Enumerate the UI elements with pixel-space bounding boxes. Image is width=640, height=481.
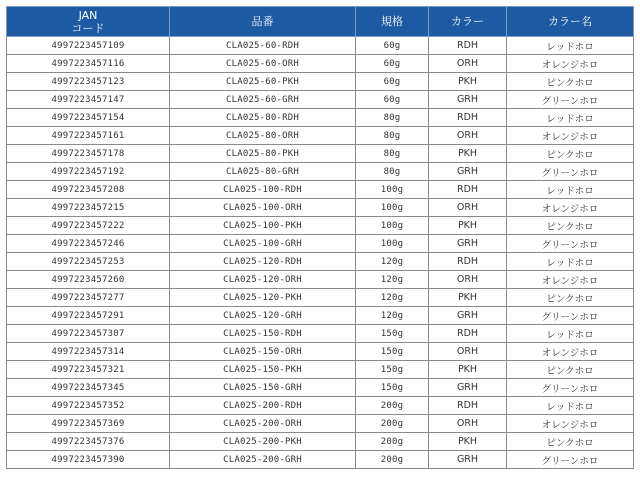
table-row [7,325,634,343]
product-table [6,6,634,469]
cell-color-name: オレンジホロ [507,343,634,361]
cell-jan-code: 4997223457321 [7,361,170,379]
cell-product-number: CLA025-120-ORH [170,271,356,289]
table-row [7,379,634,397]
cell-spec: 120g [356,307,429,325]
cell-product-number: CLA025-60-ORH [170,55,356,73]
table-row [7,289,634,307]
header-jan-line2: コード [71,21,105,35]
cell-jan-code: 4997223457109 [7,37,170,55]
cell-product-number: CLA025-150-PKH [170,361,356,379]
cell-jan-code: 4997223457291 [7,307,170,325]
cell-color: ORH [429,271,507,289]
cell-product-number: CLA025-200-GRH [170,451,356,469]
cell-spec: 100g [356,181,429,199]
cell-product-number: CLA025-100-GRH [170,235,356,253]
cell-color-name: ピンクホロ [507,73,634,91]
cell-color-name: ピンクホロ [507,217,634,235]
cell-product-number: CLA025-150-GRH [170,379,356,397]
cell-product-number: CLA025-100-ORH [170,199,356,217]
cell-color: PKH [429,73,507,91]
cell-color: PKH [429,217,507,235]
cell-color-name: グリーンホロ [507,235,634,253]
header-color: カラー [429,7,507,37]
cell-spec: 80g [356,145,429,163]
cell-color: ORH [429,55,507,73]
cell-color: GRH [429,163,507,181]
cell-product-number: CLA025-60-GRH [170,91,356,109]
cell-color: ORH [429,415,507,433]
cell-spec: 80g [356,109,429,127]
cell-product-number: CLA025-120-RDH [170,253,356,271]
table-row [7,199,634,217]
cell-jan-code: 4997223457369 [7,415,170,433]
cell-color-name: ピンクホロ [507,289,634,307]
cell-spec: 120g [356,271,429,289]
cell-spec: 150g [356,343,429,361]
cell-jan-code: 4997223457345 [7,379,170,397]
cell-spec: 200g [356,433,429,451]
cell-product-number: CLA025-80-ORH [170,127,356,145]
cell-color-name: レッドホロ [507,325,634,343]
cell-spec: 120g [356,253,429,271]
cell-jan-code: 4997223457352 [7,397,170,415]
cell-spec: 120g [356,289,429,307]
cell-jan-code: 4997223457208 [7,181,170,199]
cell-color-name: グリーンホロ [507,91,634,109]
cell-jan-code: 4997223457147 [7,91,170,109]
cell-spec: 150g [356,325,429,343]
cell-color-name: レッドホロ [507,37,634,55]
cell-spec: 100g [356,217,429,235]
cell-product-number: CLA025-80-PKH [170,145,356,163]
cell-product-number: CLA025-100-PKH [170,217,356,235]
cell-color-name: レッドホロ [507,397,634,415]
cell-jan-code: 4997223457277 [7,289,170,307]
cell-color-name: ピンクホロ [507,145,634,163]
table-header [7,7,634,37]
cell-jan-code: 4997223457222 [7,217,170,235]
cell-spec: 60g [356,55,429,73]
cell-color-name: ピンクホロ [507,361,634,379]
cell-jan-code: 4997223457123 [7,73,170,91]
cell-jan-code: 4997223457246 [7,235,170,253]
table-row [7,451,634,469]
cell-color-name: レッドホロ [507,253,634,271]
cell-color: GRH [429,451,507,469]
cell-spec: 100g [356,199,429,217]
cell-spec: 60g [356,73,429,91]
table-row [7,73,634,91]
cell-color: PKH [429,289,507,307]
cell-product-number: CLA025-120-GRH [170,307,356,325]
cell-product-number: CLA025-80-GRH [170,163,356,181]
table-row [7,415,634,433]
cell-product-number: CLA025-100-RDH [170,181,356,199]
cell-spec: 80g [356,163,429,181]
cell-color: RDH [429,325,507,343]
table-body [7,37,634,469]
cell-spec: 150g [356,361,429,379]
table-row [7,55,634,73]
cell-product-number: CLA025-200-PKH [170,433,356,451]
cell-color-name: グリーンホロ [507,379,634,397]
cell-color: ORH [429,127,507,145]
cell-color: RDH [429,181,507,199]
cell-color-name: ピンクホロ [507,433,634,451]
cell-jan-code: 4997223457390 [7,451,170,469]
table-row [7,127,634,145]
cell-spec: 200g [356,397,429,415]
table-row [7,433,634,451]
cell-jan-code: 4997223457260 [7,271,170,289]
cell-spec: 80g [356,127,429,145]
cell-color: RDH [429,397,507,415]
cell-spec: 100g [356,235,429,253]
product-table-container [6,6,633,469]
cell-color-name: グリーンホロ [507,307,634,325]
cell-color-name: オレンジホロ [507,199,634,217]
cell-color-name: グリーンホロ [507,451,634,469]
cell-color: ORH [429,199,507,217]
cell-product-number: CLA025-60-RDH [170,37,356,55]
table-row [7,361,634,379]
table-row [7,181,634,199]
table-row [7,235,634,253]
cell-product-number: CLA025-200-RDH [170,397,356,415]
header-color-name: カラー名 [507,7,634,37]
table-row [7,343,634,361]
cell-color-name: オレンジホロ [507,415,634,433]
cell-jan-code: 4997223457178 [7,145,170,163]
cell-color-name: レッドホロ [507,181,634,199]
header-row [7,7,634,37]
cell-color-name: オレンジホロ [507,271,634,289]
cell-spec: 60g [356,37,429,55]
cell-spec: 200g [356,451,429,469]
cell-color: PKH [429,433,507,451]
cell-color: GRH [429,235,507,253]
header-product-number: 品番 [170,7,356,37]
cell-spec: 60g [356,91,429,109]
header-jan-line1: JAN [78,8,98,22]
cell-jan-code: 4997223457253 [7,253,170,271]
table-row [7,109,634,127]
cell-jan-code: 4997223457307 [7,325,170,343]
cell-color: RDH [429,253,507,271]
cell-color: RDH [429,109,507,127]
cell-color: PKH [429,361,507,379]
cell-jan-code: 4997223457192 [7,163,170,181]
cell-product-number: CLA025-120-PKH [170,289,356,307]
cell-product-number: CLA025-200-ORH [170,415,356,433]
cell-jan-code: 4997223457376 [7,433,170,451]
cell-jan-code: 4997223457161 [7,127,170,145]
cell-product-number: CLA025-80-RDH [170,109,356,127]
table-row [7,271,634,289]
cell-product-number: CLA025-150-RDH [170,325,356,343]
table-row [7,217,634,235]
cell-jan-code: 4997223457215 [7,199,170,217]
table-row [7,253,634,271]
cell-color: GRH [429,91,507,109]
cell-color: RDH [429,37,507,55]
cell-color: GRH [429,379,507,397]
cell-color-name: グリーンホロ [507,163,634,181]
table-row [7,145,634,163]
cell-color: ORH [429,343,507,361]
table-row [7,307,634,325]
cell-color-name: オレンジホロ [507,127,634,145]
cell-spec: 150g [356,379,429,397]
cell-jan-code: 4997223457116 [7,55,170,73]
cell-color: GRH [429,307,507,325]
table-row [7,91,634,109]
table-row [7,163,634,181]
header-jan-code [7,7,170,37]
cell-product-number: CLA025-150-ORH [170,343,356,361]
cell-color-name: レッドホロ [507,109,634,127]
cell-color: PKH [429,145,507,163]
cell-product-number: CLA025-60-PKH [170,73,356,91]
table-row [7,397,634,415]
cell-color-name: オレンジホロ [507,55,634,73]
table-row [7,37,634,55]
cell-jan-code: 4997223457154 [7,109,170,127]
cell-spec: 200g [356,415,429,433]
cell-jan-code: 4997223457314 [7,343,170,361]
header-spec: 規格 [356,7,429,37]
